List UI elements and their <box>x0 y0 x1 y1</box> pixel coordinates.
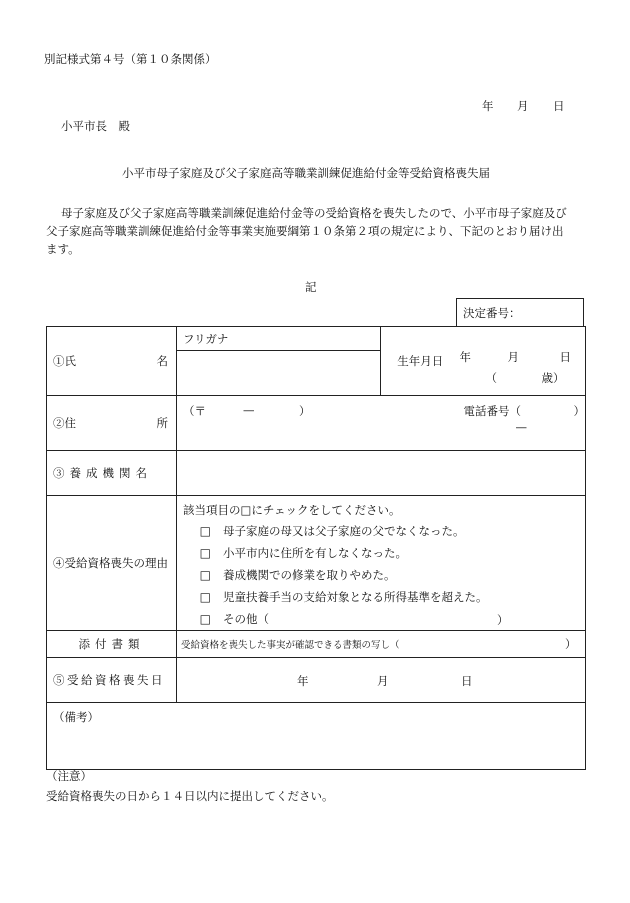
intro-line-1: 母子家庭及び父子家庭高等職業訓練促進給付金等の受給資格を喪失したので、小平市母子家庭及び <box>61 206 567 220</box>
furigana-label: フリガナ <box>183 331 229 346</box>
intro-line-2: 父子家庭高等職業訓練促進給付金等事業実施要綱第１０条第２項の規定により、下記のとおり届け出 <box>46 224 564 238</box>
checkbox[interactable]: □ <box>199 546 211 560</box>
ki-heading: 記 <box>305 280 317 294</box>
reason-option-3[interactable]: □ 養成機関での修業を取りやめた。 <box>177 564 585 586</box>
form-number: 別記様式第４号（第１０条関係） <box>44 52 217 66</box>
reason-option-other[interactable]: □ その他（ ） <box>177 608 585 630</box>
institution-label: ③養成機関名 <box>47 451 177 496</box>
decision-number-box[interactable] <box>456 298 584 326</box>
attachment-field[interactable]: 受給資格を喪失した事実が確認できる書類の写し（ ） <box>177 631 586 658</box>
checkbox[interactable]: □ <box>199 590 211 604</box>
reason-instruction: 該当項目の□にチェックをしてください。 <box>183 503 401 517</box>
birthdate-label: 生年月日 <box>381 327 460 396</box>
remarks-label: （備考） <box>53 710 99 724</box>
institution-field[interactable] <box>177 451 586 496</box>
birthdate-field[interactable]: 年 月 日 （ 歳） <box>460 327 586 396</box>
checkbox[interactable]: □ <box>199 568 211 582</box>
reason-option-4[interactable]: □ 児童扶養手当の支給対象となる所得基準を超えた。 <box>177 586 585 608</box>
name-input-field[interactable] <box>177 351 381 396</box>
notes-text: 受給資格喪失の日から１４日以内に提出してください。 <box>46 789 334 803</box>
attachment-label: 添付書類 <box>47 631 177 658</box>
loss-date-field[interactable]: 年 月 日 <box>177 658 586 703</box>
name-label-cell: ①氏 名 <box>47 327 177 396</box>
addressee: 小平市長 殿 <box>61 119 130 133</box>
furigana-field[interactable] <box>177 327 381 351</box>
reason-label: ④受給資格喪失の理由 <box>47 496 177 631</box>
remarks-field[interactable] <box>47 703 586 770</box>
document-title: 小平市母子家庭及び父子家庭高等職業訓練促進給付金等受給資格喪失届 <box>122 166 490 180</box>
notes-heading: （注意） <box>46 769 92 783</box>
checkbox[interactable]: □ <box>199 524 211 538</box>
loss-date-label: ⑤受給資格喪失日 <box>47 658 177 703</box>
phone-field[interactable]: 電話番号（ ） — <box>460 396 586 451</box>
date-year: 年 <box>482 99 494 113</box>
reason-option-1[interactable]: □ 母子家庭の母又は父子家庭の父でなくなった。 <box>177 520 585 542</box>
date-month: 月 <box>517 99 529 113</box>
date-day: 日 <box>553 99 565 113</box>
application-form-table <box>46 326 586 770</box>
reason-option-2[interactable]: □ 小平市内に住所を有しなくなった。 <box>177 542 585 564</box>
decision-number-label: 決定番号： <box>463 305 521 320</box>
reason-options <box>177 496 586 631</box>
intro-line-3: ます。 <box>46 242 80 256</box>
address-field[interactable]: （〒 — ） <box>177 396 460 451</box>
address-label-cell: ②住 所 <box>47 396 177 451</box>
checkbox[interactable]: □ <box>199 612 211 626</box>
